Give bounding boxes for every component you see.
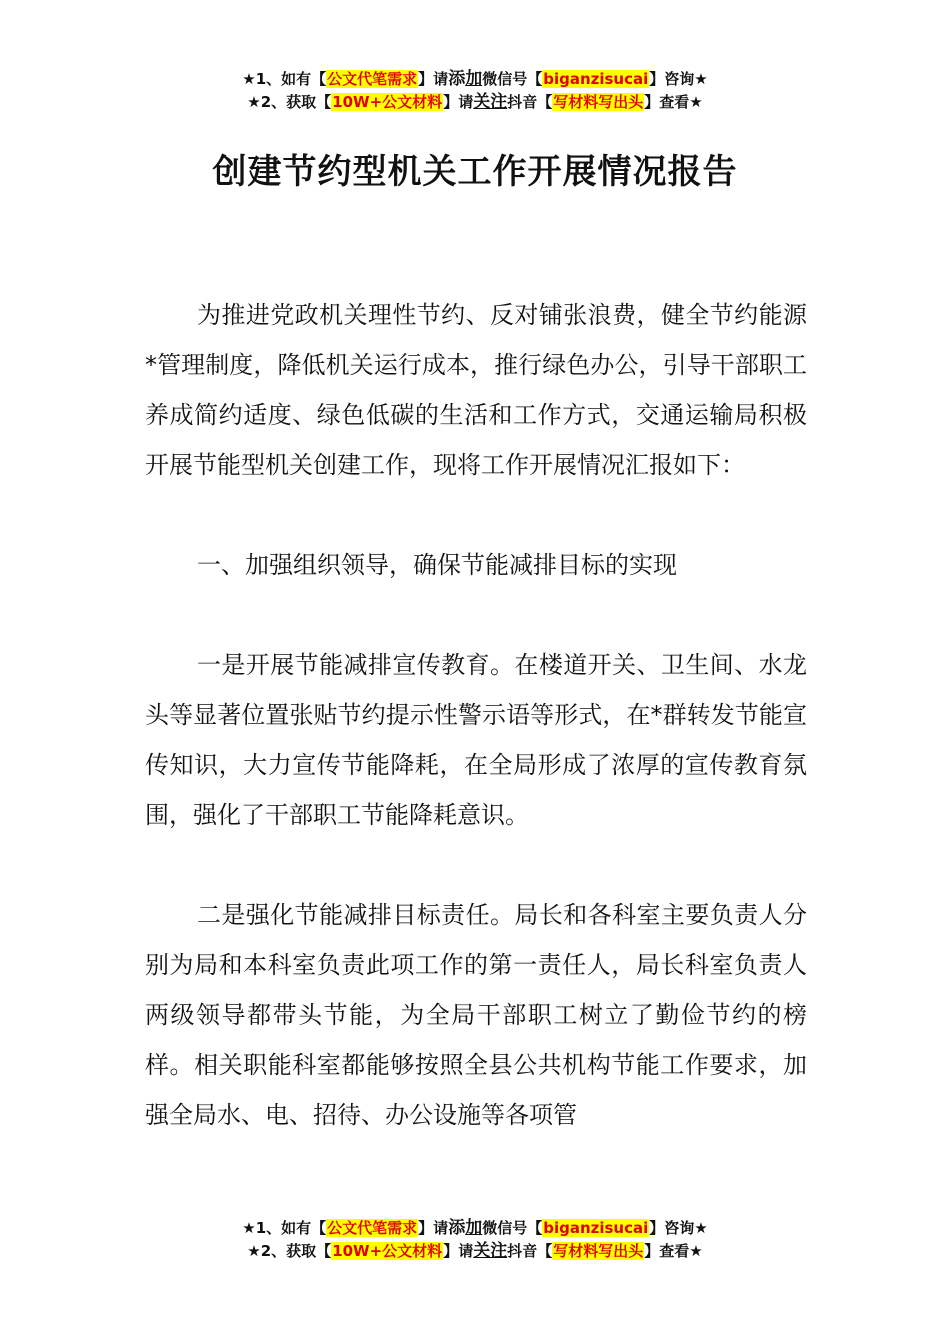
- highlight-wechat-id: biganzisucai: [543, 70, 649, 88]
- banner-text: ★1、如有【: [242, 70, 327, 88]
- banner-text: 添: [448, 1218, 466, 1238]
- banner-text: 微信号【: [482, 1219, 543, 1237]
- banner-text: 】查看★: [644, 1242, 703, 1260]
- paragraph-gap: [145, 490, 807, 540]
- paragraph-gap: [145, 590, 807, 640]
- banner-text: 关注: [473, 92, 508, 112]
- document-title: 创建节约型机关工作开展情况报告: [212, 152, 738, 192]
- banner-text: 关注: [473, 1241, 508, 1261]
- banner-line-2: [0, 1240, 950, 1263]
- banner-text: 加: [465, 1218, 483, 1238]
- header-banner: [0, 68, 950, 114]
- highlight-materials: 10W+公文材料: [332, 93, 443, 111]
- document-body: [145, 290, 807, 1140]
- paragraph-gap: [145, 840, 807, 890]
- highlight-douyin: 写材料写出头: [553, 1242, 644, 1260]
- highlight-ghostwriting: 公文代笔需求: [327, 70, 418, 88]
- banner-text: 加: [465, 69, 483, 89]
- paragraph-2: 二是强化节能减排目标责任。局长和各科室主要负责人分别为局和本科室负责此项工作的第一责任人，局长科室负责人两级领导都带头节能，为全局干部职工树立了勤俭节约的榜样。相关职能科室都能够按照全县公共机构节能工作要求，加强全局水、电、招待、办公设施等各项管: [145, 901, 807, 1129]
- banner-line-1: [0, 1217, 950, 1240]
- banner-text: 抖音【: [507, 93, 553, 111]
- banner-text: 】查看★: [644, 93, 703, 111]
- banner-text: 抖音【: [507, 1242, 553, 1260]
- banner-line-2: [0, 91, 950, 114]
- section-heading-1: 一、加强组织领导，确保节能减排目标的实现: [197, 551, 677, 579]
- banner-text: ★2、获取【: [247, 93, 332, 111]
- banner-text: 微信号【: [482, 70, 543, 88]
- banner-text: 】咨询★: [649, 70, 708, 88]
- banner-text: 添: [448, 69, 466, 89]
- highlight-materials: 10W+公文材料: [332, 1242, 443, 1260]
- banner-text: ★2、获取【: [247, 1242, 332, 1260]
- banner-text: ★1、如有【: [242, 1219, 327, 1237]
- paragraph-1: 一是开展节能减排宣传教育。在楼道开关、卫生间、水龙头等显著位置张贴节约提示性警示语等形式，在*群转发节能宣传知识，大力宣传节能降耗，在全局形成了浓厚的宣传教育氛围，强化了干部职工节能降耗意识。: [145, 651, 807, 829]
- banner-text: 】请: [418, 1219, 449, 1237]
- paragraph-intro: 为推进党政机关理性节约、反对铺张浪费，健全节约能源*管理制度，降低机关运行成本，推行绿色办公，引导干部职工养成简约适度、绿色低碳的生活和工作方式，交通运输局积极开展节能型机关创建工作，现将工作开展情况汇报如下：: [145, 301, 807, 479]
- highlight-ghostwriting: 公文代笔需求: [327, 1219, 418, 1237]
- footer-banner: [0, 1217, 950, 1263]
- banner-line-1: [0, 68, 950, 91]
- highlight-douyin: 写材料写出头: [553, 93, 644, 111]
- banner-text: 】请: [443, 1242, 474, 1260]
- banner-text: 】请: [443, 93, 474, 111]
- banner-text: 】请: [418, 70, 449, 88]
- highlight-wechat-id: biganzisucai: [543, 1219, 649, 1237]
- banner-text: 】咨询★: [649, 1219, 708, 1237]
